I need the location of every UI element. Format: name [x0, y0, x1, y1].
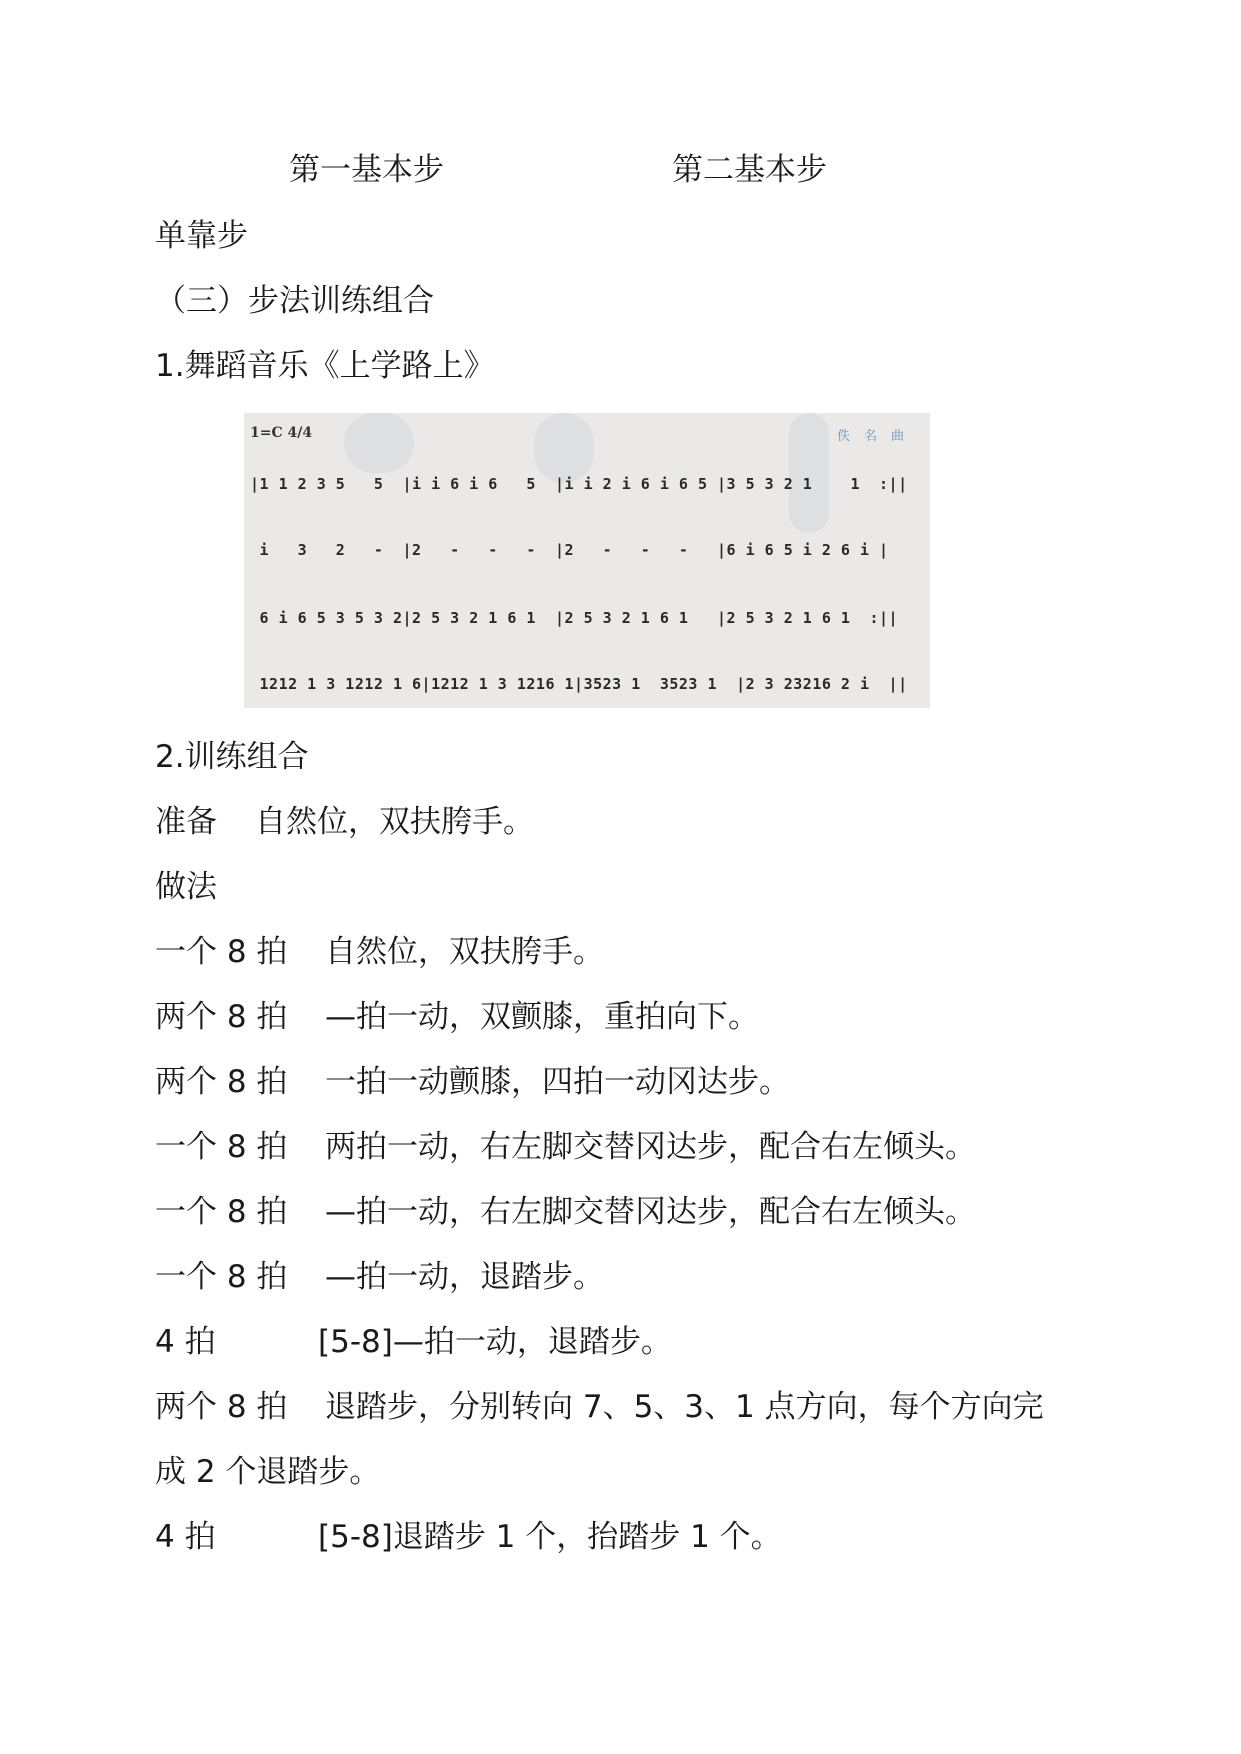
heading-first-basic-step: 第一基本步 [289, 152, 444, 188]
step-row [155, 1322, 672, 1362]
step-count: 一个 8 拍 [155, 1129, 288, 1165]
step-row [155, 1192, 976, 1232]
single-step-label: 单靠步 [155, 218, 248, 254]
step-text: 退踏步，分别转向 7、5、3、1 点方向，每个方向完 [325, 1389, 1044, 1425]
step-text: [5-8]—拍一动，退踏步。 [318, 1324, 672, 1360]
step-count: 一个 8 拍 [155, 1259, 288, 1295]
score-background-figure [789, 413, 829, 533]
score-background-figure [344, 413, 414, 473]
step-row [155, 932, 604, 972]
score-row-2: i 3 2 - |2 - - - |2 - - - |6 i 6 5 i 2 6 i | [250, 541, 889, 559]
step-text: 自然位，双扶胯手。 [325, 934, 604, 970]
step-text: —拍一动，右左脚交替冈达步，配合右左倾头。 [325, 1194, 976, 1230]
score-row-3: 6 i 6 5 3 5 3 2|2 5 3 2 1 6 1 |2 5 3 2 1 6 1 |2 5 3 2 1 6 1 :|| [250, 609, 899, 627]
score-row-4: 1212 1 3 1212 1 6|1212 1 3 1216 1|3523 1 3523 1 |2 3 23216 2 i || [250, 675, 908, 693]
step-text: [5-8]退踏步 1 个，抬踏步 1 个。 [318, 1519, 782, 1555]
score-background-figure [534, 413, 594, 483]
step-count: 两个 8 拍 [155, 1389, 288, 1425]
score-composer: 佚名曲 [836, 429, 918, 444]
score-row-1: |1 1 2 3 5 5 |i i 6 i 6 5 |i i 2 i 6 i 6 5 |3 5 3 2 1 1 :|| [250, 475, 908, 493]
continuation-text: 成 2 个退踏步。 [155, 1454, 381, 1490]
step-count: 两个 8 拍 [155, 999, 288, 1035]
step-row [155, 1387, 1044, 1427]
step-row-last [155, 1517, 782, 1557]
step-text: 两拍一动，右左脚交替冈达步，配合右左倾头。 [325, 1129, 976, 1165]
step-count: 一个 8 拍 [155, 1194, 288, 1230]
step-row [155, 1257, 604, 1297]
step-text: —拍一动，退踏步。 [325, 1259, 604, 1295]
step-row [155, 1062, 790, 1102]
music-title: 1.舞蹈音乐《上学路上》 [155, 348, 495, 384]
heading-second-basic-step: 第二基本步 [672, 152, 827, 188]
music-score-image [244, 413, 930, 708]
section-title: （三）步法训练组合 [155, 283, 434, 319]
score-key-signature: 1=C 4/4 [250, 425, 313, 441]
step-count: 4 拍 [155, 1324, 216, 1360]
step-text: 一拍一动颤膝，四拍一动冈达步。 [325, 1064, 790, 1100]
prep-text: 自然位，双扶胯手。 [255, 804, 534, 840]
step-count: 一个 8 拍 [155, 934, 288, 970]
method-label: 做法 [155, 869, 217, 905]
prep-label: 准备 [155, 804, 217, 840]
step-row [155, 1127, 976, 1167]
step-text: —拍一动，双颤膝，重拍向下。 [325, 999, 759, 1035]
prep-row [155, 802, 534, 842]
step-row [155, 997, 759, 1037]
step-count: 两个 8 拍 [155, 1064, 288, 1100]
combo-title: 2.训练组合 [155, 739, 309, 775]
step-count: 4 拍 [155, 1519, 216, 1555]
